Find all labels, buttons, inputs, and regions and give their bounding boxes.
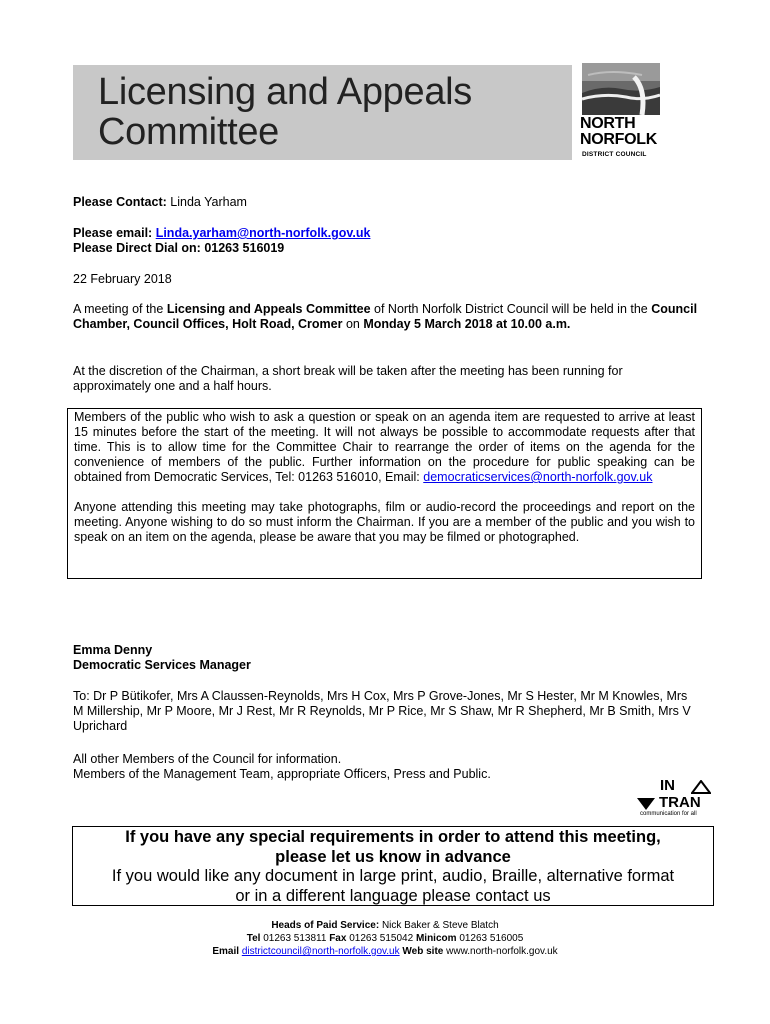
- logo-district-council: DISTRICT COUNCIL: [582, 151, 647, 158]
- public-notice-box: [67, 408, 702, 579]
- special-requirements-box: [72, 826, 714, 906]
- footer-heads: [100, 919, 670, 932]
- signatory-role: Democratic Services Manager: [73, 658, 251, 672]
- meeting-text-a: A meeting of the: [73, 302, 167, 316]
- requirements-line-1: If you have any special requirements in order to attend this meeting,: [125, 828, 661, 846]
- requirements-line-2: please let us know in advance: [275, 847, 511, 866]
- requirements-line-3: If you would like any document in large print, audio, Braille, alternative format: [111, 867, 675, 885]
- footer-hps-label: Heads of Paid Service:: [271, 920, 380, 931]
- coastline-logo-icon: [582, 63, 660, 115]
- footer-minicom: 01263 516005: [459, 933, 524, 944]
- footer-contact: [100, 945, 670, 958]
- title-line-2: Committee: [98, 111, 280, 153]
- footer-minicom-label: Minicom: [415, 933, 457, 944]
- intran-logo: [633, 778, 713, 820]
- footer-fax-label: Fax: [329, 933, 347, 944]
- meeting-text-c: on: [342, 317, 364, 331]
- recipients-list: To: Dr P Bütikofer, Mrs A Claussen-Reynolds, Mrs H Cox, Mrs P Grove-Jones, Mr S Hester, Mr M Knowles, Mrs M Millership, Mr P Moore, Mr J Rest, Mr R Reynolds, Mr P Rice, Mr S Shaw, Mr R Shepherd, Mr B Smith, Mrs V Uprichard: [73, 689, 691, 733]
- council-logo: [580, 63, 662, 163]
- meeting-text-b: of North Norfolk District Council will be held in the: [370, 302, 652, 316]
- footer-tel-label: Tel: [246, 933, 261, 944]
- meeting-paragraph: [73, 302, 698, 332]
- dial-line: [73, 241, 693, 256]
- email-line: [73, 226, 693, 241]
- intran-tagline: communication for all: [640, 811, 697, 817]
- signatory-name: Emma Denny: [73, 643, 153, 657]
- break-paragraph: At the discretion of the Chairman, a short break will be taken after the meeting has been running for approximately one and a half hours.: [73, 364, 623, 393]
- intran-in: IN: [660, 777, 675, 794]
- page-title: [98, 72, 472, 152]
- footer-website[interactable]: www.north-norfolk.gov.uk: [446, 946, 558, 957]
- letter-date: 22 February 2018: [73, 272, 172, 286]
- recipients-others-1: All other Members of the Council for information.: [73, 752, 342, 766]
- recipients-others-2: Members of the Management Team, appropriate Officers, Press and Public.: [73, 767, 491, 781]
- contact-name: Linda Yarham: [170, 195, 247, 209]
- footer-hps-names: Nick Baker & Steve Blatch: [381, 920, 499, 931]
- dial-number: 01263 516019: [204, 241, 285, 255]
- notice-paragraph-2: Anyone attending this meeting may take photographs, film or audio-record the proceedings and report on the meeting. Anyone wishing to do so must inform the Chairman. If you are a member of the public and you wish to speak on an item on the agenda, please be aware that you may be filmed or photographed.: [74, 500, 695, 544]
- contact-line: [73, 195, 693, 210]
- up-triangle-icon: [691, 780, 711, 794]
- contact-email-link[interactable]: Linda.yarham@north-norfolk.gov.uk: [155, 226, 371, 240]
- email-label: Please email:: [73, 226, 153, 240]
- footer-phones: [100, 932, 670, 945]
- intran-tran: TRAN: [659, 794, 701, 811]
- logo-north: NORTH: [580, 115, 636, 132]
- notice-paragraph-1: [74, 410, 695, 485]
- meeting-datetime: Monday 5 March 2018 at 10.00 a.m.: [363, 317, 571, 331]
- dial-label: Please Direct Dial on:: [73, 241, 201, 255]
- logo-norfolk: NORFOLK: [580, 131, 658, 148]
- header-banner: [73, 65, 572, 160]
- title-line-1: Licensing and Appeals: [98, 71, 472, 113]
- meeting-venue: Council Chamber, Council Offices, Holt Road, Cromer: [73, 302, 698, 331]
- requirements-line-4: or in a different language please contact us: [235, 886, 551, 905]
- notice-text-1: Members of the public who wish to ask a question or speak on an agenda item are requested to arrive at least 15 minutes before the start of the meeting. It will not always be possible to accommodate requests after that time. This is to allow time for the Committee Chair to rearrange the order of items on the agenda for the convenience of members of the public. Further information on the procedure for public speaking can be obtained from Democratic Services, Tel: 01263 516010, Email:: [74, 410, 695, 484]
- footer-fax: 01263 515042: [349, 933, 414, 944]
- footer-email-link[interactable]: districtcouncil@north-norfolk.gov.uk: [241, 946, 400, 957]
- democratic-services-email-link[interactable]: democraticservices@north-norfolk.gov.uk: [423, 470, 653, 484]
- down-triangle-icon: [636, 797, 656, 811]
- committee-name: Licensing and Appeals Committee: [166, 302, 371, 316]
- footer-web-label: Web site: [402, 946, 444, 957]
- footer-tel: 01263 513811: [263, 933, 327, 944]
- footer-email-label: Email: [212, 946, 240, 957]
- contact-label: Please Contact:: [73, 195, 167, 209]
